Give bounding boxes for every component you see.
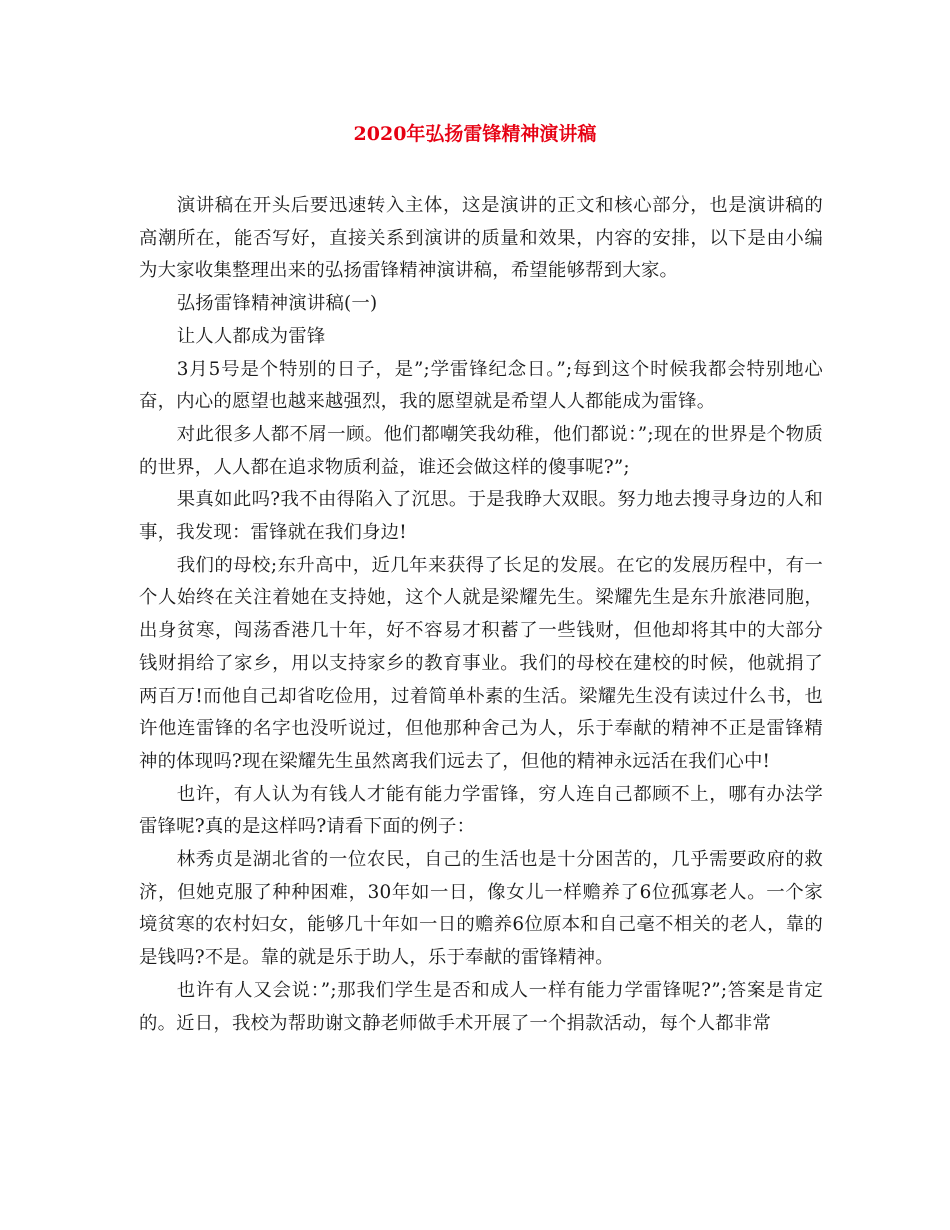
paragraph: 果真如此吗?我不由得陷入了沉思。于是我睁大双眼。努力地去搜寻身边的人和事，我发现：雷锋就在我们身边! xyxy=(139,489,823,544)
document-body xyxy=(139,190,823,1040)
paragraph-intro: 演讲稿在开头后要迅速转入主体，这是演讲的正文和核心部分，也是演讲稿的高潮所在，能否写好，直接关系到演讲的质量和效果，内容的安排，以下是由小编为大家收集整理出来的弘扬雷锋精神演讲稿，希望能够帮到大家。 xyxy=(139,195,823,282)
speech-title: 让人人都成为雷锋 xyxy=(176,325,326,347)
paragraph: 我们的母校;东升高中，近几年来获得了长足的发展。在它的发展历程中，有一个人始终在关注着她在支持她，这个人就是梁耀先生。梁耀先生是东升旅港同胞，出身贫寒，闯荡香港几十年，好不容易才积蓄了一些钱财，但他却将其中的大部分钱财捐给了家乡，用以支持家乡的教育事业。我们的母校在建校的时候，他就捐了两百万!而他自己却省吃俭用，过着简单朴素的生活。梁耀先生没有读过什么书，也许他连雷锋的名字也没听说过，但他那种舍己为人，乐于奉献的精神不正是雷锋精神的体现吗?现在梁耀先生虽然离我们远去了，但他的精神永远活在我们心中! xyxy=(139,554,823,772)
paragraph: 林秀贞是湖北省的一位农民，自己的生活也是十分困苦的，几乎需要政府的救济，但她克服了种种困难，30年如一日，像女儿一样赡养了6位孤寡老人。一个家境贫寒的农村妇女，能够几十年如一日的赡养6位原本和自己毫不相关的老人，靠的是钱吗?不是。靠的就是乐于助人，乐于奉献的雷锋精神。 xyxy=(139,849,823,969)
page-title: 2020年弘扬雷锋精神演讲稿 xyxy=(353,123,597,145)
paragraph: 对此很多人都不屑一顾。他们都嘲笑我幼稚，他们都说：”;现在的世界是个物质的世界，人人都在追求物质利益，谁还会做这样的傻事呢?”; xyxy=(139,423,823,478)
paragraph: 也许有人又会说：”;那我们学生是否和成人一样有能力学雷锋呢?”;答案是肯定的。近日，我校为帮助谢文静老师做手术开展了一个捐款活动，每个人都非常 xyxy=(139,979,823,1034)
paragraph: 也许，有人认为有钱人才能有能力学雷锋，穷人连自己都顾不上，哪有办法学雷锋呢?真的是这样吗?请看下面的例子： xyxy=(139,783,823,838)
paragraph: 3月5号是个特别的日子，是”;学雷锋纪念日。”;每到这个时候我都会特别地心奋，内心的愿望也越来越强烈，我的愿望就是希望人人都能成为雷锋。 xyxy=(139,358,823,413)
section-heading: 弘扬雷锋精神演讲稿(一) xyxy=(176,293,378,315)
